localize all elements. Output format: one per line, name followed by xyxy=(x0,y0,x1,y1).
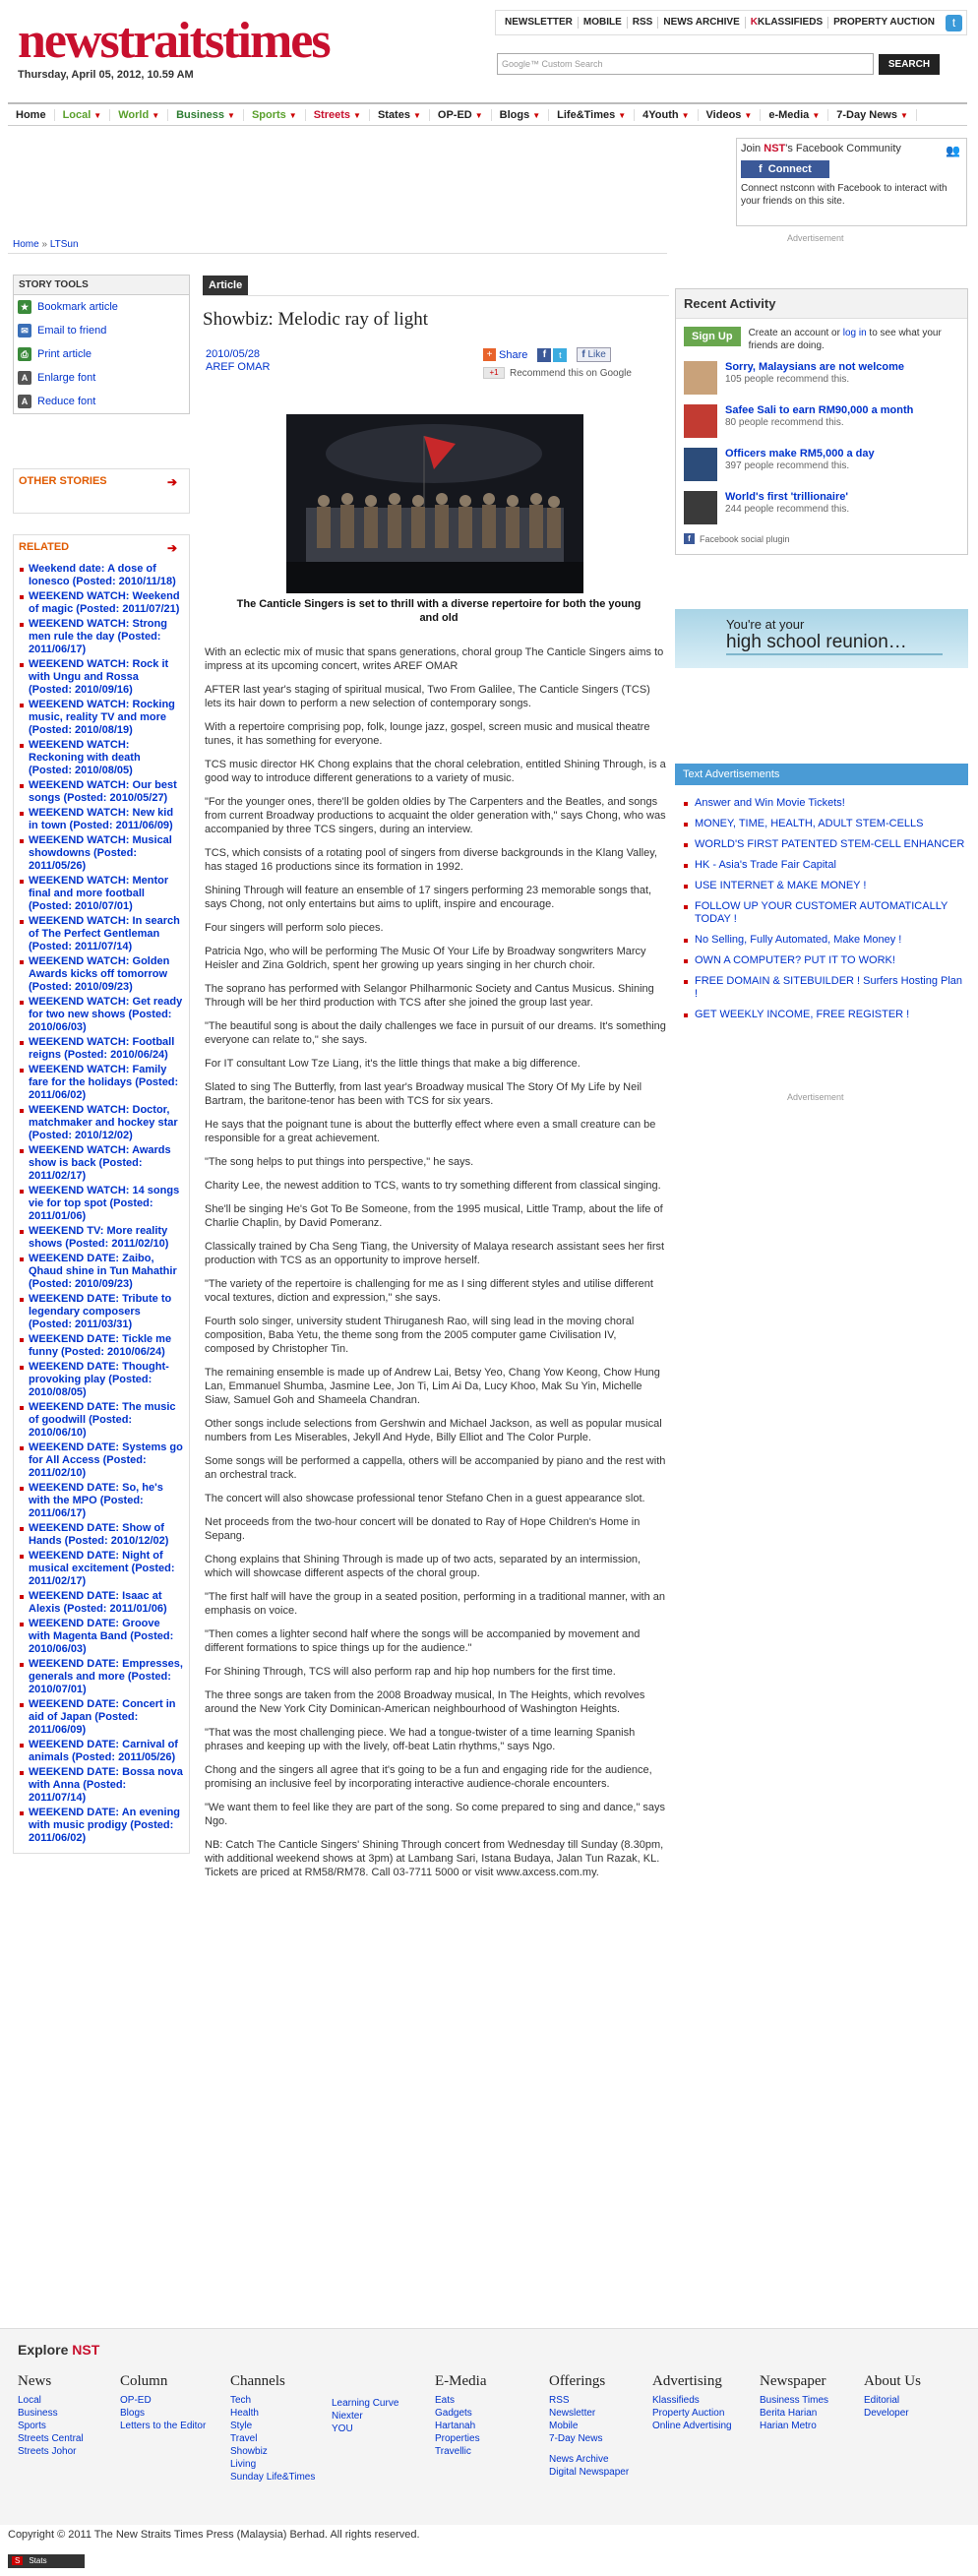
nav-item[interactable] xyxy=(306,109,370,121)
breadcrumb-current[interactable]: LTSun xyxy=(49,239,79,250)
dropdown-arrow-icon[interactable]: ▼ xyxy=(900,110,908,120)
footer-column-title: Column xyxy=(120,2373,168,2389)
text-ads-title: Text Advertisements xyxy=(675,764,968,785)
footer-column xyxy=(864,2373,921,2420)
top-link-newsletter[interactable]: NEWSLETTER xyxy=(500,17,579,29)
search-input[interactable]: Google™ Custom Search xyxy=(497,53,874,75)
article-photo xyxy=(286,414,583,593)
story-tool-label: Bookmark article xyxy=(37,301,118,313)
facebook-box-description: Connect nstconn with Facebook to interact with your friends on this site. xyxy=(741,183,947,207)
article-paragraph: Net proceeds from the two-hour concert will be donated to Ray of Hope Children's Home in Sepang. xyxy=(205,1516,641,1542)
related-item[interactable]: WEEKEND DATE: Show of Hands (Posted: 2010/12/02) xyxy=(19,1522,184,1548)
article-byline xyxy=(206,348,270,374)
article-paragraph: Slated to sing The Butterfly, from last year's Broadway musical The Story Of My Life by Neil Bartram, the baritone-tenor has been with TCS for six years. xyxy=(205,1081,642,1107)
dropdown-arrow-icon[interactable]: ▼ xyxy=(412,110,421,120)
story-tool-4[interactable] xyxy=(14,390,189,413)
dropdown-arrow-icon[interactable]: ▼ xyxy=(812,110,821,120)
advertisement-label: Advertisement xyxy=(787,233,844,243)
footer-link[interactable]: Health xyxy=(230,2408,259,2419)
dropdown-arrow-icon[interactable]: ▼ xyxy=(353,110,361,120)
footer-link[interactable]: Style xyxy=(230,2421,253,2431)
facebook-connect-button[interactable] xyxy=(741,160,829,178)
article-body xyxy=(205,645,667,1889)
share-bar xyxy=(483,347,611,362)
article-paragraph: The soprano has performed with Selangor Philharmonic Society and Cantus Musicus. Shining Through will be her third production with TCS after she joined the group last year. xyxy=(205,983,654,1009)
divider xyxy=(8,253,667,254)
facebook-like-button[interactable] xyxy=(577,347,610,362)
arrow-right-icon[interactable]: ➔ xyxy=(166,475,177,489)
footer-link[interactable]: RSS xyxy=(549,2395,570,2406)
dropdown-arrow-icon[interactable]: ▼ xyxy=(681,110,690,120)
connect-label: Connect xyxy=(767,163,812,175)
reunion-ad-line1: You're at your xyxy=(726,617,805,632)
google-plus-recommend[interactable] xyxy=(483,367,632,379)
signup-text-a: Create an account or xyxy=(748,328,843,338)
breadcrumb-separator: » xyxy=(41,239,48,250)
article-paragraph: Charity Lee, the newest addition to TCS, wants to try something different from classical singing. xyxy=(205,1180,661,1192)
related-item[interactable]: WEEKEND WATCH: Rocking music, reality TV and more (Posted: 2010/08/19) xyxy=(19,699,184,737)
footer-link[interactable]: YOU xyxy=(332,2423,353,2434)
nav-item[interactable] xyxy=(828,109,917,121)
story-tool-3[interactable] xyxy=(14,366,189,390)
story-tool-label: Enlarge font xyxy=(37,372,96,384)
related-item[interactable]: WEEKEND DATE: Thought-provoking play (Posted: 2010/08/05) xyxy=(19,1361,184,1399)
footer-link[interactable]: Travel xyxy=(230,2433,258,2444)
facebook-share-icon[interactable]: f xyxy=(537,348,551,362)
related-item[interactable]: WEEKEND WATCH: Golden Awards kicks off tomorrow (Posted: 2010/09/23) xyxy=(19,955,184,994)
text-ad-link[interactable]: FOLLOW UP YOUR CUSTOMER AUTOMATICALLY TODAY ! xyxy=(683,900,968,926)
article-title: Showbiz: Melodic ray of light xyxy=(203,309,429,330)
fb-title-brand: NST xyxy=(764,143,786,154)
related-item[interactable]: WEEKEND WATCH: Doctor, matchmaker and hockey star (Posted: 2010/12/02) xyxy=(19,1104,184,1142)
recent-activity-count: 80 people recommend this. xyxy=(725,417,844,428)
story-tool-label: Reduce font xyxy=(37,396,96,407)
text-ads-list xyxy=(675,785,968,1021)
article-paragraph: Four singers will perform solo pieces. xyxy=(205,922,384,934)
nav-item[interactable] xyxy=(8,109,55,121)
dropdown-arrow-icon[interactable]: ▼ xyxy=(152,110,160,120)
article-paragraph: "Then comes a lighter second half where the songs will be accompanied by movement and different formations to spice things up for the audience." xyxy=(205,1628,641,1654)
enlarge-font-icon: A xyxy=(18,371,31,385)
nav-item[interactable] xyxy=(699,109,762,121)
reunion-ad-banner[interactable] xyxy=(675,609,968,668)
article-paragraph: AFTER last year's staging of spiritual musical, Two From Galilee, The Canticle Singers (TCS) lets its hair down to perform a new selection of contemporary songs. xyxy=(205,684,650,709)
nav-item[interactable] xyxy=(110,109,168,121)
article-paragraph: Other songs include selections from Gershwin and Michael Jackson, as well as popular musical numbers from Les Miserables, Jekyll And Hyde, Billy Elliot and The Color Purple. xyxy=(205,1418,662,1443)
footer-column-title: Newspaper xyxy=(760,2373,826,2389)
related-item[interactable]: WEEKEND WATCH: Football reigns (Posted: 2010/06/24) xyxy=(19,1036,184,1062)
related-title xyxy=(19,541,184,553)
photo-caption: The Canticle Singers is set to thrill with a diverse repertoire for both the young and old xyxy=(236,598,642,624)
dropdown-arrow-icon[interactable]: ▼ xyxy=(227,110,235,120)
footer-link[interactable]: Blogs xyxy=(120,2408,146,2419)
footer-column xyxy=(332,2397,398,2435)
explore-prefix: Explore xyxy=(18,2342,73,2358)
nav-item-label: Local xyxy=(62,108,92,121)
google-plus-one-icon[interactable]: +1 xyxy=(483,367,505,379)
article-paragraph: "For the younger ones, there'll be golden oldies by The Carpenters and the Beatles, and songs from current Broadway productions to acquaint the older generation with," says Chong, who was accompanied by three TCS singers, during an interview. xyxy=(205,796,666,835)
nav-item-label: States xyxy=(377,108,410,121)
footer-link[interactable]: Eats xyxy=(435,2395,456,2406)
text-ad-link[interactable]: WORLD'S FIRST PATENTED STEM-CELL ENHANCER xyxy=(683,838,968,851)
story-tools-list xyxy=(14,295,189,413)
footer-column-title: Offerings xyxy=(549,2373,606,2389)
related-item[interactable]: WEEKEND DATE: So, he's with the MPO (Posted: 2011/06/17) xyxy=(19,1482,184,1520)
footer-column-title: Advertising xyxy=(652,2373,722,2389)
footer-link[interactable]: Streets Johor xyxy=(18,2446,77,2457)
footer-link[interactable]: News Archive xyxy=(549,2454,609,2465)
footer-link[interactable]: Letters to the Editor xyxy=(120,2421,207,2431)
recent-activity-title[interactable]: Safee Sali to earn RM90,000 a month xyxy=(725,404,914,416)
related-item[interactable]: WEEKEND DATE: Systems go for All Access (Posted: 2011/02/10) xyxy=(19,1441,184,1480)
facebook-like-icon: f xyxy=(581,349,585,360)
related-item[interactable]: WEEKEND DATE: Empresses, generals and more (Posted: 2010/07/01) xyxy=(19,1658,184,1696)
text-ad-link[interactable]: FREE DOMAIN & SITEBUILDER ! Surfers Hosting Plan ! xyxy=(683,975,968,1001)
related-title-label: RELATED xyxy=(19,541,70,553)
top-link-property-auction[interactable]: PROPERTY AUCTION xyxy=(833,17,935,28)
related-item[interactable]: WEEKEND WATCH: 14 songs vie for top spot (Posted: 2011/01/06) xyxy=(19,1185,184,1223)
twitter-icon[interactable]: t xyxy=(946,15,962,31)
story-tool-1[interactable] xyxy=(14,319,189,342)
recent-activity-item[interactable] xyxy=(676,356,967,399)
reunion-ad-line2: high school reunion… xyxy=(726,632,943,655)
recent-activity-count: 244 people recommend this. xyxy=(725,504,850,515)
footer-link[interactable]: Business Times xyxy=(760,2395,829,2406)
footer-column xyxy=(120,2373,206,2432)
advertisement-label: Advertisement xyxy=(787,1092,844,1102)
article-paragraph: "The first half will have the group in a seated position, performing in a traditional manner, with an emphasis on voice. xyxy=(205,1591,665,1617)
choir-stage-image xyxy=(286,414,583,593)
footer-link[interactable]: Streets Central xyxy=(18,2433,84,2444)
story-tool-label: Email to friend xyxy=(37,325,107,337)
footer-link[interactable]: Showbiz xyxy=(230,2446,268,2457)
article-paragraph: For IT consultant Low Tze Liang, it's the little things that make a big difference. xyxy=(205,1058,581,1070)
nav-item[interactable] xyxy=(55,109,111,121)
arrow-right-icon[interactable]: ➔ xyxy=(166,541,177,555)
recent-activity-thumbnail[interactable] xyxy=(684,404,717,438)
article-author[interactable]: AREF OMAR xyxy=(206,361,271,373)
article-paragraph: "We want them to feel like they are part of the song. So come prepared to sing and dance," says Ngo. xyxy=(205,1802,666,1827)
footer-column-title: E-Media xyxy=(435,2373,487,2389)
related-item[interactable]: WEEKEND WATCH: Awards show is back (Posted: 2011/02/17) xyxy=(19,1144,184,1183)
facebook-users-icon: 👥 xyxy=(946,144,960,157)
nav-item-label: Life&Times xyxy=(557,108,616,121)
text-ads-panel xyxy=(675,764,968,1029)
top-links-bar xyxy=(495,10,967,35)
footer-link[interactable]: Editorial xyxy=(864,2395,900,2406)
share-icon[interactable]: + xyxy=(483,348,496,361)
facebook-icon: f xyxy=(684,533,695,544)
article-paragraph: Shining Through will feature an ensemble of 17 singers performing 23 memorable songs that, says Chong, not only entertains but aims to uplift, inspire and encourage. xyxy=(205,885,652,910)
footer-column xyxy=(652,2373,732,2432)
story-tool-label: Print article xyxy=(37,348,92,360)
stats-badge-right: Stats xyxy=(29,2556,47,2565)
nav-item-label: Streets xyxy=(313,108,351,121)
print-icon: ⎙ xyxy=(18,347,31,361)
related-item[interactable]: WEEKEND WATCH: New kid in town (Posted: 2011/06/09) xyxy=(19,807,184,832)
search-button[interactable]: SEARCH xyxy=(879,54,940,75)
recent-activity-thumbnail[interactable] xyxy=(684,448,717,481)
other-stories-panel[interactable] xyxy=(13,468,190,514)
footer-column xyxy=(760,2373,828,2432)
related-item[interactable]: WEEKEND WATCH: In search of The Perfect Gentleman (Posted: 2011/07/14) xyxy=(19,915,184,953)
other-stories-title: OTHER STORIES xyxy=(19,475,107,487)
article-paragraph: With a repertoire comprising pop, folk, lounge jazz, gospel, screen music and musical theatre tunes, it has something for everyone. xyxy=(205,721,650,747)
explore-brand: NST xyxy=(72,2342,100,2358)
top-link-rss[interactable]: RSS xyxy=(628,17,659,29)
nav-item-label: 7-Day News xyxy=(836,108,897,121)
footer-link[interactable]: Gadgets xyxy=(435,2408,472,2419)
top-link-klassifieds-label: KLASSIFIEDS xyxy=(758,17,824,28)
footer-link[interactable]: Digital Newspaper xyxy=(549,2467,630,2478)
fb-title-suffix: 's Facebook Community xyxy=(785,143,901,154)
article-paragraph: "The song helps to put things into perspective," he says. xyxy=(205,1156,474,1168)
footer-link[interactable]: Living xyxy=(230,2459,257,2470)
related-item[interactable]: WEEKEND DATE: Zaibo, Qhaud shine in Tun Mahathir (Posted: 2010/09/23) xyxy=(19,1253,184,1291)
article-paragraph: Classically trained by Cha Seng Tiang, the University of Malaya research assistant sees her first production with TCS as an opportunity to improve herself. xyxy=(205,1241,665,1266)
main-nav xyxy=(8,102,967,126)
like-label: Like xyxy=(587,349,606,360)
breadcrumb-home[interactable]: Home xyxy=(13,239,39,250)
related-list xyxy=(19,563,184,1845)
nav-item-label: 4Youth xyxy=(642,108,679,121)
article-paragraph: Some songs will be performed a cappella, others will be accompanied by piano and the rest with an orchestral track. xyxy=(205,1455,666,1481)
recent-activity-title[interactable]: Sorry, Malaysians are not welcome xyxy=(725,361,904,373)
related-item[interactable]: WEEKEND DATE: Carnival of animals (Posted: 2011/05/26) xyxy=(19,1739,184,1764)
recent-activity-title[interactable]: Officers make RM5,000 a day xyxy=(725,448,875,460)
nav-item-label: e-Media xyxy=(768,108,810,121)
recent-activity-text xyxy=(725,491,849,515)
twitter-share-icon[interactable]: t xyxy=(553,348,567,362)
nav-item[interactable] xyxy=(244,109,306,121)
footer-link[interactable]: 7-Day News xyxy=(549,2433,603,2444)
footer-link[interactable]: Online Advertising xyxy=(652,2421,732,2431)
article-date: 2010/05/28 xyxy=(206,348,261,360)
dropdown-arrow-icon[interactable]: ▼ xyxy=(744,110,753,120)
footer-link[interactable]: Property Auction xyxy=(652,2408,725,2419)
footer-link[interactable]: Niexter xyxy=(332,2411,363,2422)
footer-column-title: About Us xyxy=(864,2373,921,2389)
article-paragraph: The three songs are taken from the 2008 Broadway musical, In The Heights, which revolves around the New York City Dominican-American neighbourhood of Washington Heights. xyxy=(205,1689,645,1715)
footer-link[interactable]: Business xyxy=(18,2408,58,2419)
recent-activity-thumbnail[interactable] xyxy=(684,361,717,395)
nav-item-label: Videos xyxy=(705,108,742,121)
recent-activity-list xyxy=(676,356,967,529)
share-link[interactable]: Share xyxy=(499,348,528,361)
dropdown-arrow-icon[interactable]: ▼ xyxy=(532,110,541,120)
footer-link[interactable]: Learning Curve xyxy=(332,2398,399,2409)
footer-link[interactable]: Klassifieds xyxy=(652,2395,700,2406)
recent-activity-title[interactable]: World's first 'trillionaire' xyxy=(725,491,848,503)
story-tools-title: STORY TOOLS xyxy=(14,276,189,295)
footer-link[interactable]: Berita Harian xyxy=(760,2408,818,2419)
social-plugin-label: Facebook social plugin xyxy=(700,533,790,544)
footer-link[interactable]: Sunday Life&Times xyxy=(230,2472,316,2483)
nav-item-label: Home xyxy=(16,108,46,121)
related-item[interactable]: WEEKEND WATCH: Family fare for the holidays (Posted: 2011/06/02) xyxy=(19,1064,184,1102)
recent-activity-title: Recent Activity xyxy=(676,289,967,319)
stats-badge-left: S xyxy=(12,2556,23,2565)
nav-item-label: Business xyxy=(176,108,225,121)
related-item[interactable]: WEEKEND WATCH: Rock it with Ungu and Rossa (Posted: 2010/09/16) xyxy=(19,658,184,697)
related-item[interactable]: WEEKEND DATE: The music of goodwill (Posted: 2010/06/10) xyxy=(19,1401,184,1440)
article-paragraph: Chong explains that Shining Through is made up of two acts, separated by an intermission, which will showcase different aspects of the choral group. xyxy=(205,1554,642,1579)
article-paragraph: With an eclectic mix of music that spans generations, choral group The Canticle Singers aims to impress at its upcoming concert, writes AREF OMAR xyxy=(205,646,664,672)
nav-item[interactable] xyxy=(168,109,244,121)
related-item[interactable]: WEEKEND DATE: Groove with Magenta Band (Posted: 2010/06/03) xyxy=(19,1618,184,1656)
article-section-label: Article xyxy=(203,276,248,295)
footer-link[interactable]: Properties xyxy=(435,2433,480,2444)
text-ad-link[interactable]: No Selling, Fully Automated, Make Money ! xyxy=(683,934,968,947)
nav-item-label: OP-ED xyxy=(437,108,472,121)
related-item[interactable]: WEEKEND TV: More reality shows (Posted: 2011/02/10) xyxy=(19,1225,184,1251)
facebook-community-box xyxy=(736,138,967,226)
dropdown-arrow-icon[interactable]: ▼ xyxy=(93,110,102,120)
article-paragraph: Patricia Ngo, who will be performing The Music Of Your Life by Broadway songwriters Marcy Heisler and Zina Goldrich, spent her growing up years singing in her church choir. xyxy=(205,946,646,971)
footer-link[interactable]: Sports xyxy=(18,2421,46,2431)
related-item[interactable]: WEEKEND DATE: Bossa nova with Anna (Posted: 2011/07/14) xyxy=(19,1766,184,1805)
recent-activity-item[interactable] xyxy=(676,399,967,443)
explore-title xyxy=(18,2342,99,2358)
login-link[interactable]: log in xyxy=(842,328,867,338)
article-paragraph: "The variety of the repertoire is challenging for me as I sing different styles and utilise different vocal textures, diction and expression," she says. xyxy=(205,1278,653,1304)
footer-link[interactable]: Developer xyxy=(864,2408,909,2419)
reduce-font-icon: A xyxy=(18,395,31,408)
article-paragraph: Fourth solo singer, university student Thiruganesh Rao, will sing lead in the moving choral composition, Baba Yetu, the theme song from the 2005 computer game Civilisation IV, composed by Christopher Tin. xyxy=(205,1316,635,1355)
nav-item-label: Blogs xyxy=(499,108,530,121)
article-paragraph: The concert will also showcase professional tenor Stefano Chen in a guest appearance slot. xyxy=(205,1493,645,1504)
footer-link[interactable]: Local xyxy=(18,2395,41,2406)
related-item[interactable]: WEEKEND WATCH: Weekend of magic (Posted: 2011/07/21) xyxy=(19,590,184,616)
fb-title-prefix: Join xyxy=(741,143,764,154)
related-panel xyxy=(13,534,190,1854)
footer-link[interactable]: OP-ED xyxy=(120,2395,152,2406)
text-ad-link[interactable]: HK - Asia's Trade Fair Capital xyxy=(683,859,968,872)
google-plus-label: Recommend this on Google xyxy=(510,367,632,379)
recent-activity-count: 105 people recommend this. xyxy=(725,374,850,385)
recent-activity-count: 397 people recommend this. xyxy=(725,460,850,471)
recent-activity-text xyxy=(725,448,875,471)
text-ad-link[interactable]: GET WEEKLY INCOME, FREE REGISTER ! xyxy=(683,1009,968,1021)
article-paragraph: Chong and the singers all agree that it's going to be a fun and engaging ride for the audience, promising an inclusive feel by incorporating interactive audience-chorale encounters. xyxy=(205,1764,652,1790)
masthead-logo[interactable]: newstraitstimes xyxy=(18,13,330,69)
nav-item[interactable] xyxy=(549,109,635,121)
dateline: Thursday, April 05, 2012, 10.59 AM xyxy=(18,69,194,81)
article-paragraph: TCS music director HK Chong explains that the choral celebration, entitled Shining Through, is a good way to introduce different generations to a variety of music. xyxy=(205,759,666,784)
dropdown-arrow-icon[interactable]: ▼ xyxy=(288,110,297,120)
article-paragraph: He says that the poignant tune is about the butterfly effect where even a small creature can be responsible for a great achievement. xyxy=(205,1119,656,1144)
facebook-box-title xyxy=(741,143,962,154)
recent-activity-text xyxy=(725,404,913,428)
footer-link[interactable]: Mobile xyxy=(549,2421,579,2431)
story-tool-2[interactable] xyxy=(14,342,189,366)
story-tool-0[interactable] xyxy=(14,295,189,319)
article-paragraph: TCS, which consists of a rotating pool of singers from diverse backgrounds in the Klang Valley, has staged 16 productions since its formation in 1992. xyxy=(205,847,657,873)
recent-activity-thumbnail[interactable] xyxy=(684,491,717,524)
recent-activity-panel xyxy=(675,288,968,555)
footer-link[interactable]: Newsletter xyxy=(549,2408,596,2419)
text-ad-link[interactable]: Answer and Win Movie Tickets! xyxy=(683,797,968,810)
footer-link[interactable]: Harian Metro xyxy=(760,2421,817,2431)
signup-text-b: to see what your friends are doing. xyxy=(748,328,942,351)
article-paragraph: "The beautiful song is about the daily challenges we face in pursuit of our dreams. It's something everyone can relate to," she says. xyxy=(205,1020,666,1046)
dropdown-arrow-icon[interactable]: ▼ xyxy=(474,110,483,120)
dropdown-arrow-icon[interactable]: ▼ xyxy=(618,110,627,120)
breadcrumb xyxy=(13,239,79,250)
footer-column-title: Channels xyxy=(230,2373,285,2389)
stats-badge[interactable] xyxy=(8,2554,85,2568)
footer-link[interactable]: Tech xyxy=(230,2395,252,2406)
related-item[interactable]: WEEKEND DATE: An evening with music prodigy (Posted: 2011/06/02) xyxy=(19,1807,184,1845)
related-item[interactable]: WEEKEND WATCH: Reckoning with death (Posted: 2010/08/05) xyxy=(19,739,184,777)
article-paragraph: NB: Catch The Canticle Singers' Shining Through concert from Wednesday till Sunday (8.30pm, with additional weekend shows at 3pm) at Lambang Sari, Istana Budaya, Jalan Tun Razak, KL. Tickets are priced at RM58/RM78. Call 03-7711 5000 or visit www.axcess.com.my. xyxy=(205,1839,664,1878)
recent-activity-item[interactable] xyxy=(676,443,967,486)
related-item[interactable]: WEEKEND WATCH: Our best songs (Posted: 2010/05/27) xyxy=(19,779,184,805)
signup-text xyxy=(749,327,959,352)
nav-item[interactable] xyxy=(370,109,430,121)
signup-row xyxy=(676,319,967,356)
nav-item[interactable] xyxy=(635,109,698,121)
copyright: Copyright © 2011 The New Straits Times Press (Malaysia) Berhad. All rights reserved. xyxy=(8,2529,420,2541)
text-ad-link[interactable]: MONEY, TIME, HEALTH, ADULT STEM-CELLS xyxy=(683,818,968,830)
footer-column xyxy=(549,2373,629,2479)
related-item[interactable]: WEEKEND DATE: Concert in aid of Japan (Posted: 2011/06/09) xyxy=(19,1698,184,1737)
footer-column-title: News xyxy=(18,2373,52,2389)
article-paragraph: For Shining Through, TCS will also perform rap and hip hop numbers for the first time. xyxy=(205,1666,616,1678)
related-item[interactable]: WEEKEND DATE: Isaac at Alexis (Posted: 2011/01/06) xyxy=(19,1590,184,1616)
related-item[interactable]: WEEKEND WATCH: Mentor final and more football (Posted: 2010/07/01) xyxy=(19,875,184,913)
nav-item-label: Sports xyxy=(251,108,286,121)
text-ad-link[interactable]: USE INTERNET & MAKE MONEY ! xyxy=(683,880,968,892)
facebook-social-plugin[interactable] xyxy=(676,529,967,554)
related-item[interactable]: WEEKEND DATE: Night of musical excitement (Posted: 2011/02/17) xyxy=(19,1550,184,1588)
nav-item[interactable] xyxy=(492,109,549,121)
facebook-icon: f xyxy=(759,163,768,175)
nav-item-label: World xyxy=(118,108,150,121)
related-item[interactable]: WEEKEND DATE: Tribute to legendary composers (Posted: 2011/03/31) xyxy=(19,1293,184,1331)
related-item[interactable]: WEEKEND WATCH: Strong men rule the day (Posted: 2011/06/17) xyxy=(19,618,184,656)
top-link-news-archive[interactable]: NEWS ARCHIVE xyxy=(658,17,745,29)
footer-link[interactable]: Travellic xyxy=(435,2446,471,2457)
recent-activity-text xyxy=(725,361,904,385)
divider xyxy=(203,295,669,296)
related-item[interactable]: WEEKEND WATCH: Get ready for two new shows (Posted: 2010/06/03) xyxy=(19,996,184,1034)
article-paragraph: She'll be singing He's Got To Be Someone, from the 1995 musical, Little Tramp, about the life of Charlie Chaplin, by David Pomeranz. xyxy=(205,1203,663,1229)
article-paragraph: The remaining ensemble is made up of Andrew Lai, Betsy Yeo, Chang Yow Keong, Chow Hung Lan, Emmanuel Shumba, Jasmine Lee, Jon Ti, Lim Ai Da, Lucy Khoo, Mak Su Yin, Michelle Siaw, Samuel Goh and Shameela Chandran. xyxy=(205,1367,660,1406)
recent-activity-item[interactable] xyxy=(676,486,967,529)
related-item[interactable]: WEEKEND WATCH: Musical showdowns (Posted: 2011/05/26) xyxy=(19,834,184,873)
footer-column xyxy=(435,2373,486,2458)
signup-button[interactable]: Sign Up xyxy=(684,327,741,346)
top-link-klassifieds[interactable]: KKLASSIFIEDS xyxy=(746,17,828,29)
nav-item[interactable] xyxy=(430,109,492,121)
top-link-mobile[interactable]: MOBILE xyxy=(579,17,628,29)
footer-link[interactable]: Hartanah xyxy=(435,2421,476,2431)
email-icon: ✉ xyxy=(18,324,31,337)
article-paragraph: "That was the most challenging piece. We had a tongue-twister of a time learning Spanish phrases and keeping up with the lively, off-beat Latin rhythms," says Ngo. xyxy=(205,1727,636,1752)
footer-column xyxy=(18,2373,84,2458)
text-ad-link[interactable]: OWN A COMPUTER? PUT IT TO WORK! xyxy=(683,954,968,967)
footer-link[interactable] xyxy=(549,2445,629,2453)
related-item[interactable]: WEEKEND DATE: Tickle me funny (Posted: 2010/06/24) xyxy=(19,1333,184,1359)
nav-item[interactable] xyxy=(761,109,828,121)
story-tools-panel xyxy=(13,275,190,414)
related-item[interactable]: Weekend date: A dose of Ionesco (Posted: 2010/11/18) xyxy=(19,563,184,588)
footer-column xyxy=(230,2373,315,2484)
bookmark-icon: ★ xyxy=(18,300,31,314)
